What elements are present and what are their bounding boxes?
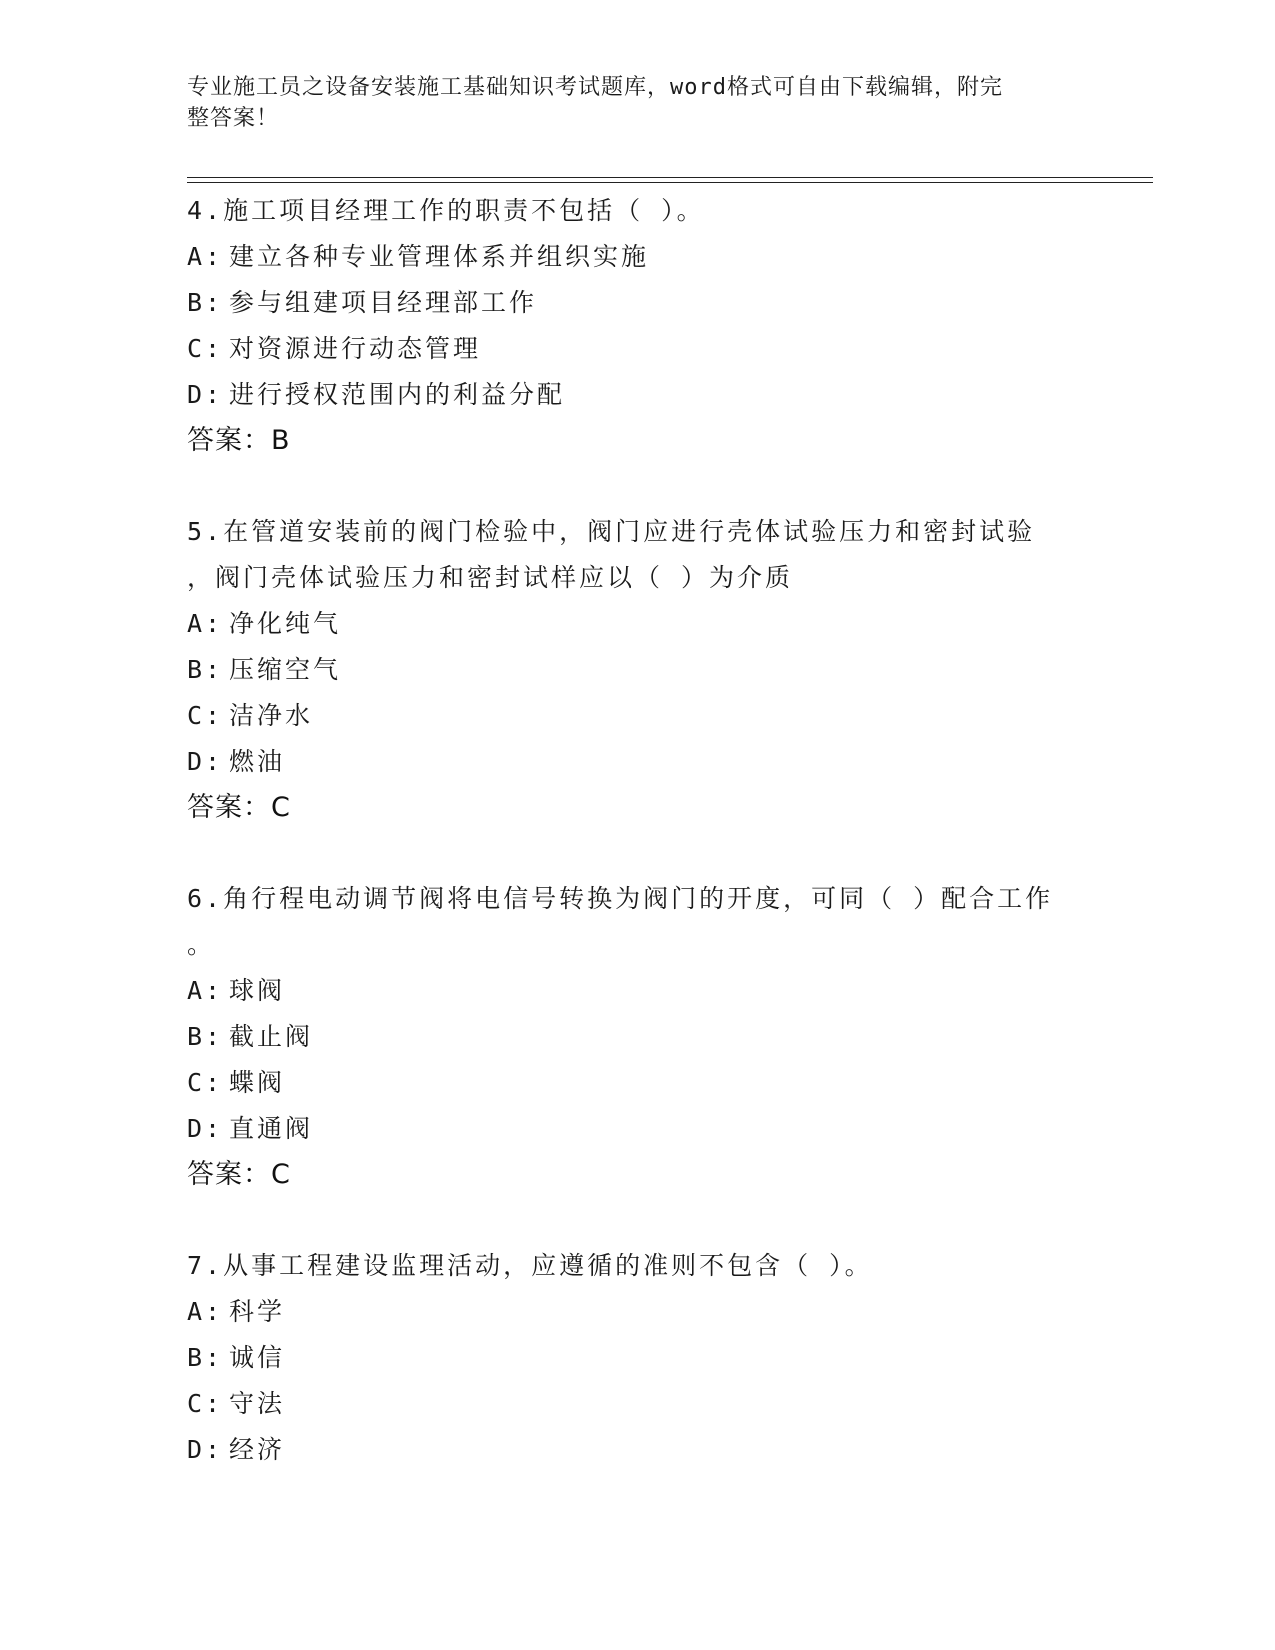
option-d [187, 1427, 1087, 1473]
option-text: 直通阀 [229, 1114, 314, 1143]
option-label: A: [187, 609, 224, 638]
option-label: B: [187, 1343, 224, 1372]
option-b [187, 1335, 1087, 1381]
option-label: D: [187, 380, 224, 409]
option-text: 诚信 [229, 1343, 286, 1372]
question-block [187, 1243, 1087, 1473]
option-b [187, 1014, 1087, 1060]
option-label: C: [187, 701, 224, 730]
option-text: 球阀 [229, 976, 286, 1005]
question-list [187, 188, 1087, 1473]
question-stem: 4.施工项目经理工作的职责不包括（ ）。 [187, 196, 705, 225]
header-divider-bottom [187, 182, 1153, 183]
option-text: 守法 [229, 1389, 286, 1418]
question-stem-continued: ，阀门壳体试验压力和密封试样应以（ ）为介质 [187, 563, 794, 592]
option-b [187, 280, 1087, 326]
option-label: B: [187, 288, 224, 317]
option-c [187, 693, 1087, 739]
option-label: A: [187, 242, 224, 271]
document-header [187, 72, 1067, 134]
option-text: 蝶阀 [229, 1068, 286, 1097]
option-text: 压缩空气 [229, 655, 342, 684]
option-text: 净化纯气 [229, 609, 342, 638]
option-text: 进行授权范围内的利益分配 [229, 380, 566, 409]
option-a [187, 1289, 1087, 1335]
header-divider-top [187, 177, 1153, 178]
option-d [187, 372, 1087, 418]
question-spacer [187, 1198, 1087, 1243]
header-line-1: 专业施工员之设备安装施工基础知识考试题库，word格式可自由下载编辑，附完 [187, 75, 1003, 100]
option-label: A: [187, 1297, 224, 1326]
option-d [187, 739, 1087, 785]
option-a [187, 968, 1087, 1014]
option-text: 对资源进行动态管理 [229, 334, 482, 363]
question-spacer [187, 464, 1087, 509]
option-label: A: [187, 976, 224, 1005]
question-stem-continued: 。 [187, 930, 216, 959]
answer-line: 答案：C [187, 792, 291, 823]
question-spacer [187, 831, 1087, 876]
option-text: 科学 [229, 1297, 286, 1326]
option-label: D: [187, 747, 224, 776]
option-text: 建立各种专业管理体系并组织实施 [229, 242, 650, 271]
question-stem: 6.角行程电动调节阀将电信号转换为阀门的开度，可同（ ）配合工作 [187, 884, 1054, 913]
option-a [187, 601, 1087, 647]
option-text: 参与组建项目经理部工作 [229, 288, 538, 317]
option-label: B: [187, 1022, 224, 1051]
option-c [187, 1060, 1087, 1106]
question-stem: 7.从事工程建设监理活动，应遵循的准则不包含（ ）。 [187, 1251, 873, 1280]
option-text: 洁净水 [229, 701, 314, 730]
question-block [187, 509, 1087, 831]
option-a [187, 234, 1087, 280]
answer-line: 答案：B [187, 425, 291, 456]
option-label: D: [187, 1114, 224, 1143]
answer-line: 答案：C [187, 1159, 291, 1190]
option-text: 截止阀 [229, 1022, 314, 1051]
option-text: 经济 [229, 1435, 286, 1464]
header-line-2: 整答案！ [187, 106, 280, 131]
option-b [187, 647, 1087, 693]
option-c [187, 1381, 1087, 1427]
question-block [187, 876, 1087, 1198]
option-label: B: [187, 655, 224, 684]
option-text: 燃油 [229, 747, 286, 776]
question-block [187, 188, 1087, 464]
option-label: C: [187, 1389, 224, 1418]
option-label: C: [187, 1068, 224, 1097]
option-label: C: [187, 334, 224, 363]
option-c [187, 326, 1087, 372]
option-label: D: [187, 1435, 224, 1464]
option-d [187, 1106, 1087, 1152]
question-stem: 5.在管道安装前的阀门检验中，阀门应进行壳体试验压力和密封试验 [187, 517, 1036, 546]
